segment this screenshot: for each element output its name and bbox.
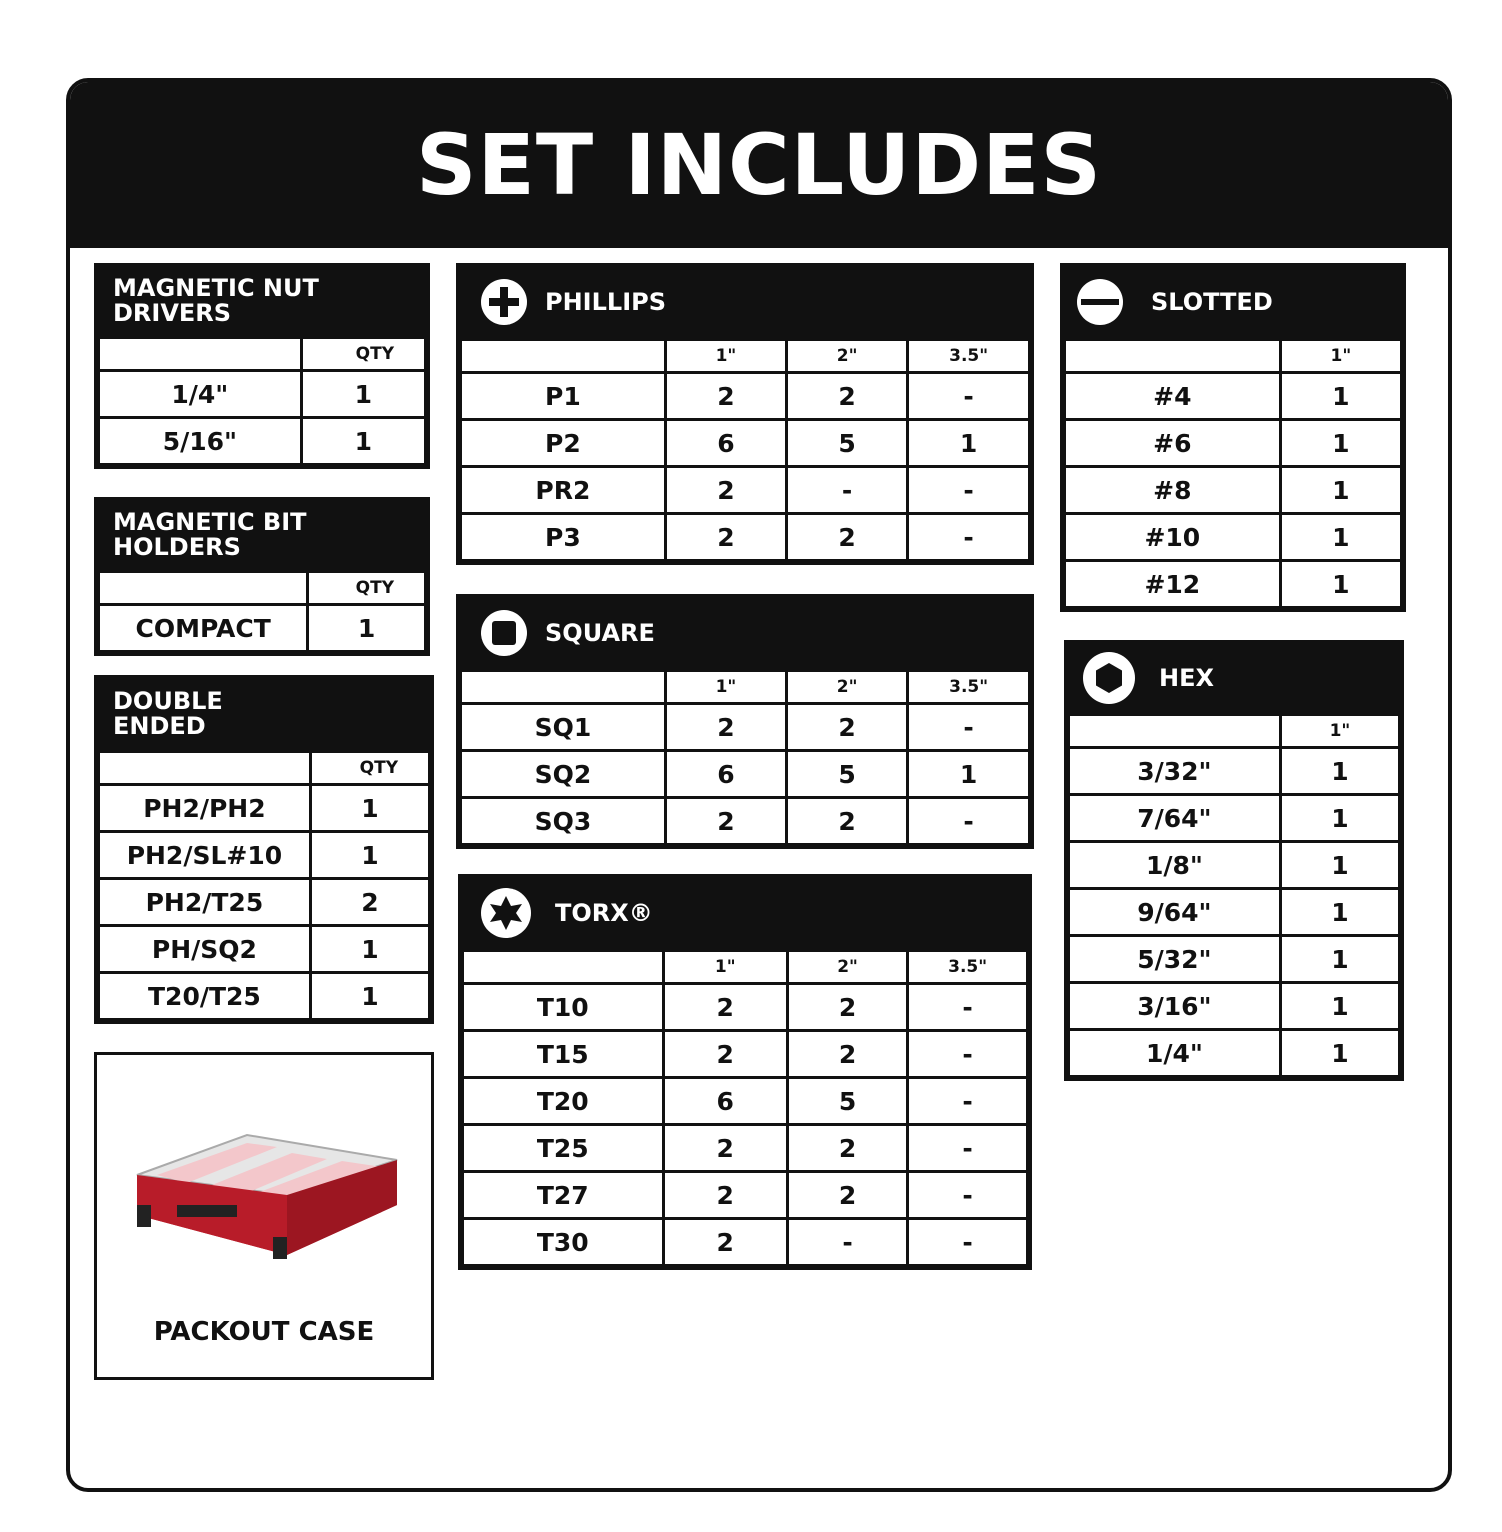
qty-cell: - — [908, 798, 1030, 845]
qty-cell: 2 — [787, 514, 908, 561]
packout-case-panel — [94, 1052, 434, 1380]
torx-heading: TORX® — [555, 898, 653, 927]
qty-cell: 2 — [310, 879, 429, 926]
nut-drivers-panel — [94, 263, 430, 469]
qty-cell: - — [908, 1219, 1028, 1266]
qty-cell: 6 — [663, 1078, 787, 1125]
phillips-panel — [456, 263, 1034, 565]
bit-cell: #12 — [1065, 561, 1281, 608]
bit-cell: P1 — [461, 373, 666, 420]
torx-star-icon — [481, 888, 531, 938]
hex-heading: HEX — [1159, 663, 1214, 692]
bit-cell: SQ3 — [461, 798, 666, 845]
bit-cell: 1/4" — [1069, 1030, 1281, 1077]
nut-drivers-heading: MAGNETIC NUT DRIVERS — [113, 274, 319, 327]
hex-table — [1067, 713, 1401, 1078]
qty-cell: 5 — [787, 420, 908, 467]
square-table — [459, 669, 1031, 846]
blank-header-cell — [1069, 715, 1281, 748]
qty-cell: 1 — [1280, 936, 1399, 983]
slotted-header — [1063, 266, 1403, 338]
table-row — [99, 973, 430, 1020]
qty-cell: 1 — [310, 785, 429, 832]
col-header: 1" — [665, 340, 786, 373]
qty-cell: 2 — [787, 798, 908, 845]
phillips-header — [459, 266, 1031, 338]
nut-drivers-table — [97, 336, 427, 466]
qty-cell: 1 — [908, 420, 1030, 467]
blank-header-cell — [461, 340, 666, 373]
slotted-heading: SLOTTED — [1151, 287, 1273, 316]
table-row — [463, 1219, 1028, 1266]
qty-cell: - — [908, 467, 1030, 514]
bit-cell: SQ2 — [461, 751, 666, 798]
qty-header: QTY — [308, 572, 426, 605]
table-row — [1069, 748, 1400, 795]
qty-cell: 1 — [1280, 373, 1401, 420]
table-row — [99, 785, 430, 832]
table-row — [461, 467, 1030, 514]
bit-holders-table — [97, 570, 427, 653]
qty-cell: 2 — [787, 704, 908, 751]
qty-cell: 6 — [665, 420, 786, 467]
qty-cell: 2 — [665, 798, 786, 845]
qty-cell: 2 — [665, 467, 786, 514]
packout-case-label: PACKOUT CASE — [153, 1317, 375, 1347]
bit-cell: 7/64" — [1069, 795, 1281, 842]
col-header: 2" — [787, 671, 908, 704]
qty-cell: - — [908, 704, 1030, 751]
col-header: 3.5" — [908, 951, 1028, 984]
slotted-icon — [1077, 279, 1123, 325]
bit-cell: T20/T25 — [99, 973, 311, 1020]
qty-cell: 1 — [1280, 1030, 1399, 1077]
bit-cell: #4 — [1065, 373, 1281, 420]
qty-cell: 2 — [663, 1031, 787, 1078]
qty-cell: 2 — [787, 1172, 907, 1219]
qty-cell: 1 — [1280, 795, 1399, 842]
size-cell: 1/4" — [99, 371, 302, 418]
double-ended-heading: DOUBLE ENDED — [113, 687, 223, 740]
table-row — [1069, 889, 1400, 936]
bit-cell: 5/32" — [1069, 936, 1281, 983]
blank-header-cell — [99, 752, 311, 785]
blank-header-cell — [99, 338, 302, 371]
table-row — [1069, 1030, 1400, 1077]
table-row — [1069, 842, 1400, 889]
qty-cell: 2 — [663, 1219, 787, 1266]
qty-cell: 2 — [663, 1125, 787, 1172]
table-row — [461, 704, 1030, 751]
phillips-table — [459, 338, 1031, 562]
table-row — [463, 1078, 1028, 1125]
qty-cell: - — [908, 1031, 1028, 1078]
bit-cell: T15 — [463, 1031, 664, 1078]
bit-cell: #6 — [1065, 420, 1281, 467]
qty-cell: - — [908, 1172, 1028, 1219]
bit-cell: PH2/SL#10 — [99, 832, 311, 879]
table-row — [461, 420, 1030, 467]
table-row — [1069, 983, 1400, 1030]
page-title: SET INCLUDES — [416, 116, 1102, 214]
qty-cell: 1 — [1280, 889, 1399, 936]
qty-cell: - — [908, 514, 1030, 561]
bit-cell: T30 — [463, 1219, 664, 1266]
table-row — [1065, 561, 1402, 608]
qty-cell: - — [787, 1219, 907, 1266]
qty-cell: - — [908, 373, 1030, 420]
col-header: 1" — [665, 671, 786, 704]
qty-cell: 2 — [665, 704, 786, 751]
qty-cell: 1 — [301, 371, 425, 418]
double-ended-header — [97, 678, 431, 750]
bit-cell: PH/SQ2 — [99, 926, 311, 973]
qty-cell: - — [908, 1078, 1028, 1125]
hex-panel — [1064, 640, 1404, 1081]
blank-header-cell — [99, 572, 308, 605]
bit-holders-heading: MAGNETIC BIT HOLDERS — [113, 508, 307, 561]
table-row — [1065, 514, 1402, 561]
bit-holders-header — [97, 500, 427, 570]
qty-cell: 1 — [310, 973, 429, 1020]
qty-cell: 2 — [787, 1031, 907, 1078]
qty-cell: 2 — [787, 1125, 907, 1172]
col-header: 2" — [787, 340, 908, 373]
qty-cell: 2 — [663, 984, 787, 1031]
square-panel — [456, 594, 1034, 849]
qty-cell: 2 — [663, 1172, 787, 1219]
bit-cell: T25 — [463, 1125, 664, 1172]
bit-holders-panel — [94, 497, 430, 656]
qty-cell: 1 — [1280, 983, 1399, 1030]
bit-cell: #8 — [1065, 467, 1281, 514]
col-header: 3.5" — [908, 340, 1030, 373]
qty-cell: 1 — [1280, 467, 1401, 514]
bit-cell: 1/8" — [1069, 842, 1281, 889]
qty-cell: 1 — [908, 751, 1030, 798]
qty-cell: 5 — [787, 1078, 907, 1125]
col-header: 1" — [1280, 340, 1401, 373]
phillips-plus-icon — [481, 279, 527, 325]
nut-drivers-header — [97, 266, 427, 336]
hex-icon — [1083, 652, 1135, 704]
table-row — [461, 514, 1030, 561]
bit-cell: PR2 — [461, 467, 666, 514]
hex-header — [1067, 643, 1401, 713]
table-row — [463, 1172, 1028, 1219]
type-cell: COMPACT — [99, 605, 308, 652]
bit-cell: T10 — [463, 984, 664, 1031]
table-row — [99, 926, 430, 973]
col-header: 2" — [787, 951, 907, 984]
bit-cell: 9/64" — [1069, 889, 1281, 936]
double-ended-table — [97, 750, 431, 1021]
table-row — [1065, 467, 1402, 514]
col-header: 1" — [663, 951, 787, 984]
qty-header: QTY — [310, 752, 429, 785]
size-cell: 5/16" — [99, 418, 302, 465]
qty-cell: 1 — [1280, 420, 1401, 467]
qty-cell: 2 — [787, 373, 908, 420]
table-row — [99, 879, 430, 926]
square-header — [459, 597, 1031, 669]
qty-cell: 1 — [1280, 842, 1399, 889]
table-row — [463, 984, 1028, 1031]
bit-cell: #10 — [1065, 514, 1281, 561]
bit-cell: 3/16" — [1069, 983, 1281, 1030]
table-row — [461, 751, 1030, 798]
qty-cell: 1 — [1280, 748, 1399, 795]
table-row — [461, 373, 1030, 420]
qty-cell: 1 — [310, 926, 429, 973]
table-row — [1065, 373, 1402, 420]
qty-cell: 2 — [665, 373, 786, 420]
table-row — [1069, 936, 1400, 983]
blank-header-cell — [463, 951, 664, 984]
slotted-table — [1063, 338, 1403, 609]
qty-cell: - — [787, 467, 908, 514]
table-row — [1065, 420, 1402, 467]
table-row — [461, 798, 1030, 845]
qty-cell: - — [908, 984, 1028, 1031]
qty-cell: 2 — [665, 514, 786, 561]
torx-panel — [458, 874, 1032, 1270]
table-row — [99, 832, 430, 879]
bit-cell: PH2/T25 — [99, 879, 311, 926]
qty-cell: 1 — [1280, 514, 1401, 561]
qty-cell: 6 — [665, 751, 786, 798]
phillips-heading: PHILLIPS — [545, 287, 666, 316]
torx-header — [461, 877, 1029, 949]
square-drive-icon — [481, 610, 527, 656]
blank-header-cell — [461, 671, 666, 704]
qty-cell: 5 — [787, 751, 908, 798]
table-row — [99, 418, 426, 465]
title-banner — [70, 82, 1448, 248]
torx-table — [461, 949, 1029, 1267]
qty-cell: 1 — [301, 418, 425, 465]
bit-cell: PH2/PH2 — [99, 785, 311, 832]
bit-cell: T20 — [463, 1078, 664, 1125]
slotted-panel — [1060, 263, 1406, 612]
qty-cell: 2 — [787, 984, 907, 1031]
bit-cell: T27 — [463, 1172, 664, 1219]
table-row — [463, 1125, 1028, 1172]
col-header: 3.5" — [908, 671, 1030, 704]
bit-cell: SQ1 — [461, 704, 666, 751]
qty-cell: 1 — [310, 832, 429, 879]
bit-cell: P2 — [461, 420, 666, 467]
qty-cell: 1 — [308, 605, 426, 652]
qty-cell: - — [908, 1125, 1028, 1172]
table-row — [99, 371, 426, 418]
table-row — [1069, 795, 1400, 842]
blank-header-cell — [1065, 340, 1281, 373]
table-row — [99, 605, 426, 652]
double-ended-panel — [94, 675, 434, 1024]
qty-cell: 1 — [1280, 561, 1401, 608]
qty-header: QTY — [301, 338, 425, 371]
col-header: 1" — [1280, 715, 1399, 748]
square-heading: SQUARE — [545, 618, 655, 647]
packout-case-image — [97, 1055, 431, 1305]
bit-cell: 3/32" — [1069, 748, 1281, 795]
table-row — [463, 1031, 1028, 1078]
bit-cell: P3 — [461, 514, 666, 561]
